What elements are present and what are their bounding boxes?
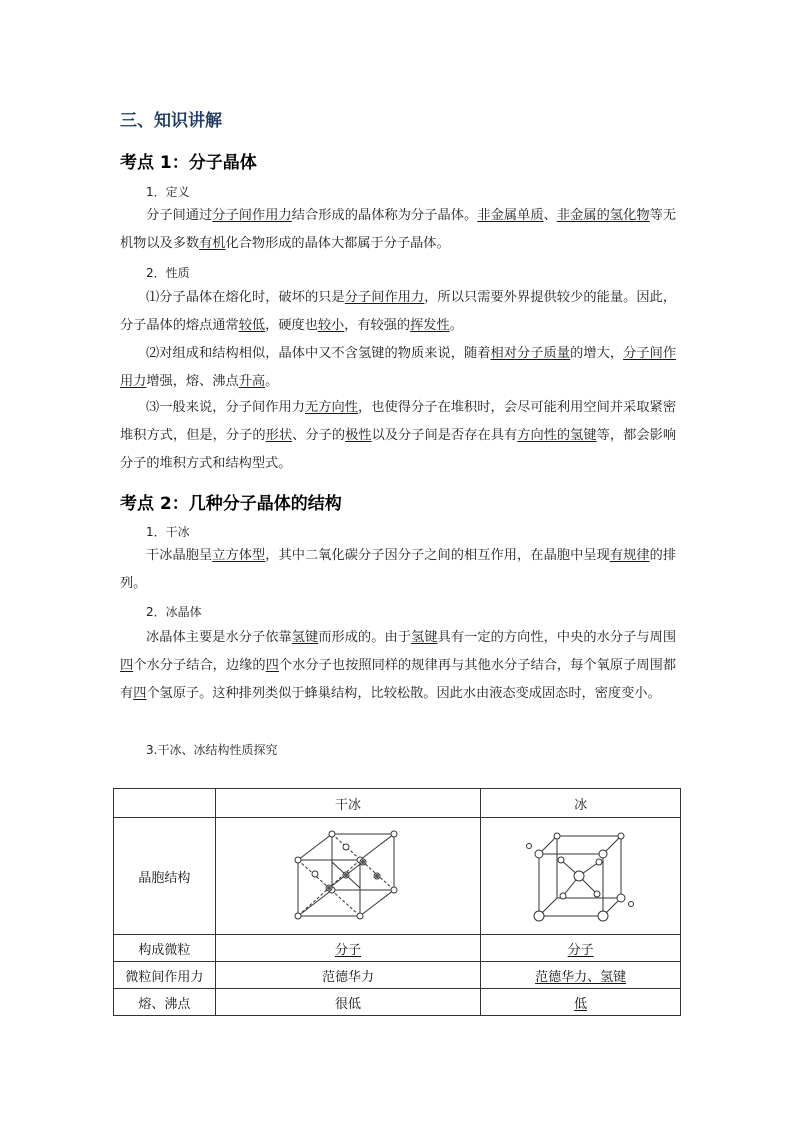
table-row [114, 962, 681, 989]
table-header-cell [114, 789, 216, 818]
text-run: 个氢原子。这种排列类似于蜂巢结构，比较松散。因此水由液态变成固态时，密度变小。 [146, 686, 661, 701]
row-label: 构成微粒 [114, 935, 216, 962]
underlined-term: 分子间作用力 [120, 346, 677, 389]
table-row [114, 818, 681, 935]
underlined-term: 氢键 [411, 630, 438, 645]
text-run: 而形成的。由于 [318, 630, 412, 645]
kd2-sub-compare: 3.干冰、冰结构性质探究 [146, 743, 278, 757]
row-label: 微粒间作用力 [114, 962, 216, 989]
text-run: 的增大， [570, 346, 624, 361]
dry-ice-unit-cell-image [288, 826, 408, 926]
text-run: 、 [543, 208, 557, 223]
kd2-title: 考点 2：几种分子晶体的结构 [120, 494, 342, 514]
kd2-ice-paragraph [120, 624, 676, 708]
text-run: 等，都会影响分子的堆积方式和结构型式。 [120, 428, 677, 471]
dry-ice-value: 分子 [215, 935, 481, 962]
underlined-term: 非金属的氢化物 [556, 208, 650, 223]
kd1-property-2 [120, 340, 676, 396]
table-header-cell: 冰 [481, 789, 681, 818]
underlined-term: 较小 [317, 318, 345, 333]
structure-label: 晶胞结构 [114, 818, 216, 935]
underlined-term: 有机 [199, 236, 226, 251]
kd1-property-3 [120, 394, 676, 478]
underlined-term: 挥发性 [410, 318, 450, 333]
text-run: 增强，熔、沸点 [146, 374, 239, 389]
text-run: 分子间通过 [146, 208, 213, 223]
underlined-term: 四 [265, 658, 279, 673]
dry-ice-cell [215, 818, 481, 935]
text-run: ，其中二氧化碳分子因分子之间的相互作用，在晶胞中呈现 [265, 548, 610, 563]
underlined-term: 较低 [238, 318, 266, 333]
text-run: 个水分子结合，边缘的 [133, 658, 266, 673]
text-run: 结合形成的晶体称为分子晶体。 [291, 208, 478, 223]
text-run: 化合物形成的晶体大都属于分子晶体。 [225, 236, 450, 251]
kd2-dry-ice-paragraph [120, 542, 676, 598]
underlined-term: 形状 [265, 428, 293, 443]
ice-unit-cell-image [521, 826, 641, 926]
underlined-term: 无方向性 [305, 400, 359, 415]
table-header-cell: 干冰 [215, 789, 481, 818]
underlined-term: 方向性的氢键 [517, 428, 597, 443]
text-run: 等无机物以及多数 [120, 208, 677, 251]
kd1-title: 考点 1：分子晶体 [120, 153, 257, 173]
text-run: 的排列。 [120, 548, 677, 591]
table-row [114, 989, 681, 1016]
kd2-sub-dry-ice: 1．干冰 [146, 525, 190, 539]
ice-value: 低 [481, 989, 681, 1016]
underlined-term: 分子间作用力 [344, 290, 425, 305]
table-header-row [114, 789, 681, 818]
text-run: ，有较强的 [344, 318, 411, 333]
kd2-sub-ice: 2．冰晶体 [146, 605, 202, 619]
text-run: ，所以只需要外界提供较少的能量。因此，分子晶体的熔点通常 [120, 290, 677, 333]
ice-value: 分子 [481, 935, 681, 962]
row-label: 熔、沸点 [114, 989, 216, 1016]
text-run: 具有一定的方向性，中央的水分子与周围 [437, 630, 677, 645]
dry-ice-value: 很低 [215, 989, 481, 1016]
kd1-sub-properties: 2．性质 [146, 266, 190, 280]
underlined-term: 四 [133, 686, 147, 701]
underlined-term: 极性 [345, 428, 372, 443]
text-run: 。 [449, 318, 463, 333]
text-run: 以及分子间是否存在具有 [371, 428, 518, 443]
text-run: 冰晶体主要是水分子依靠 [146, 630, 292, 645]
underlined-term: 有规律 [609, 548, 650, 563]
kd1-property-1 [120, 284, 676, 340]
text-run: ⑴分子晶体在熔化时，破坏的只是 [146, 290, 345, 305]
ice-cell [481, 818, 681, 935]
text-run: ⑵对组成和结构相似，晶体中又不含氢键的物质来说，随着 [146, 346, 491, 361]
table-row [114, 935, 681, 962]
underlined-term: 四 [120, 658, 134, 673]
text-run: 。 [265, 374, 279, 389]
underlined-term: 分子间作用力 [212, 208, 292, 223]
dry-ice-value: 范德华力 [215, 962, 481, 989]
text-run: 个水分子也按照同样的规律再与其他水分子结合，每个氧原子周围都有 [120, 658, 677, 701]
comparison-table [113, 788, 681, 1016]
underlined-term: 非金属单质 [477, 208, 544, 223]
ice-value: 范德华力、氢键 [481, 962, 681, 989]
text-run: 干冰晶胞呈 [146, 548, 213, 563]
underlined-term: 相对分子质量 [490, 346, 571, 361]
section-title: 三、知识讲解 [120, 111, 222, 131]
underlined-term: 氢键 [291, 630, 319, 645]
text-run: ，硬度也 [265, 318, 318, 333]
kd1-definition-paragraph [120, 202, 676, 258]
kd1-sub-definition: 1．定义 [146, 185, 190, 199]
text-run: ，也使得分子在堆积时，会尽可能利用空间并采取紧密堆积方式，但是，分子的 [120, 400, 677, 443]
underlined-term: 升高 [238, 374, 266, 389]
text-run: ⑶一般来说，分子间作用力 [146, 400, 306, 415]
text-run: 、分子的 [292, 428, 346, 443]
underlined-term: 立方体型 [212, 548, 266, 563]
